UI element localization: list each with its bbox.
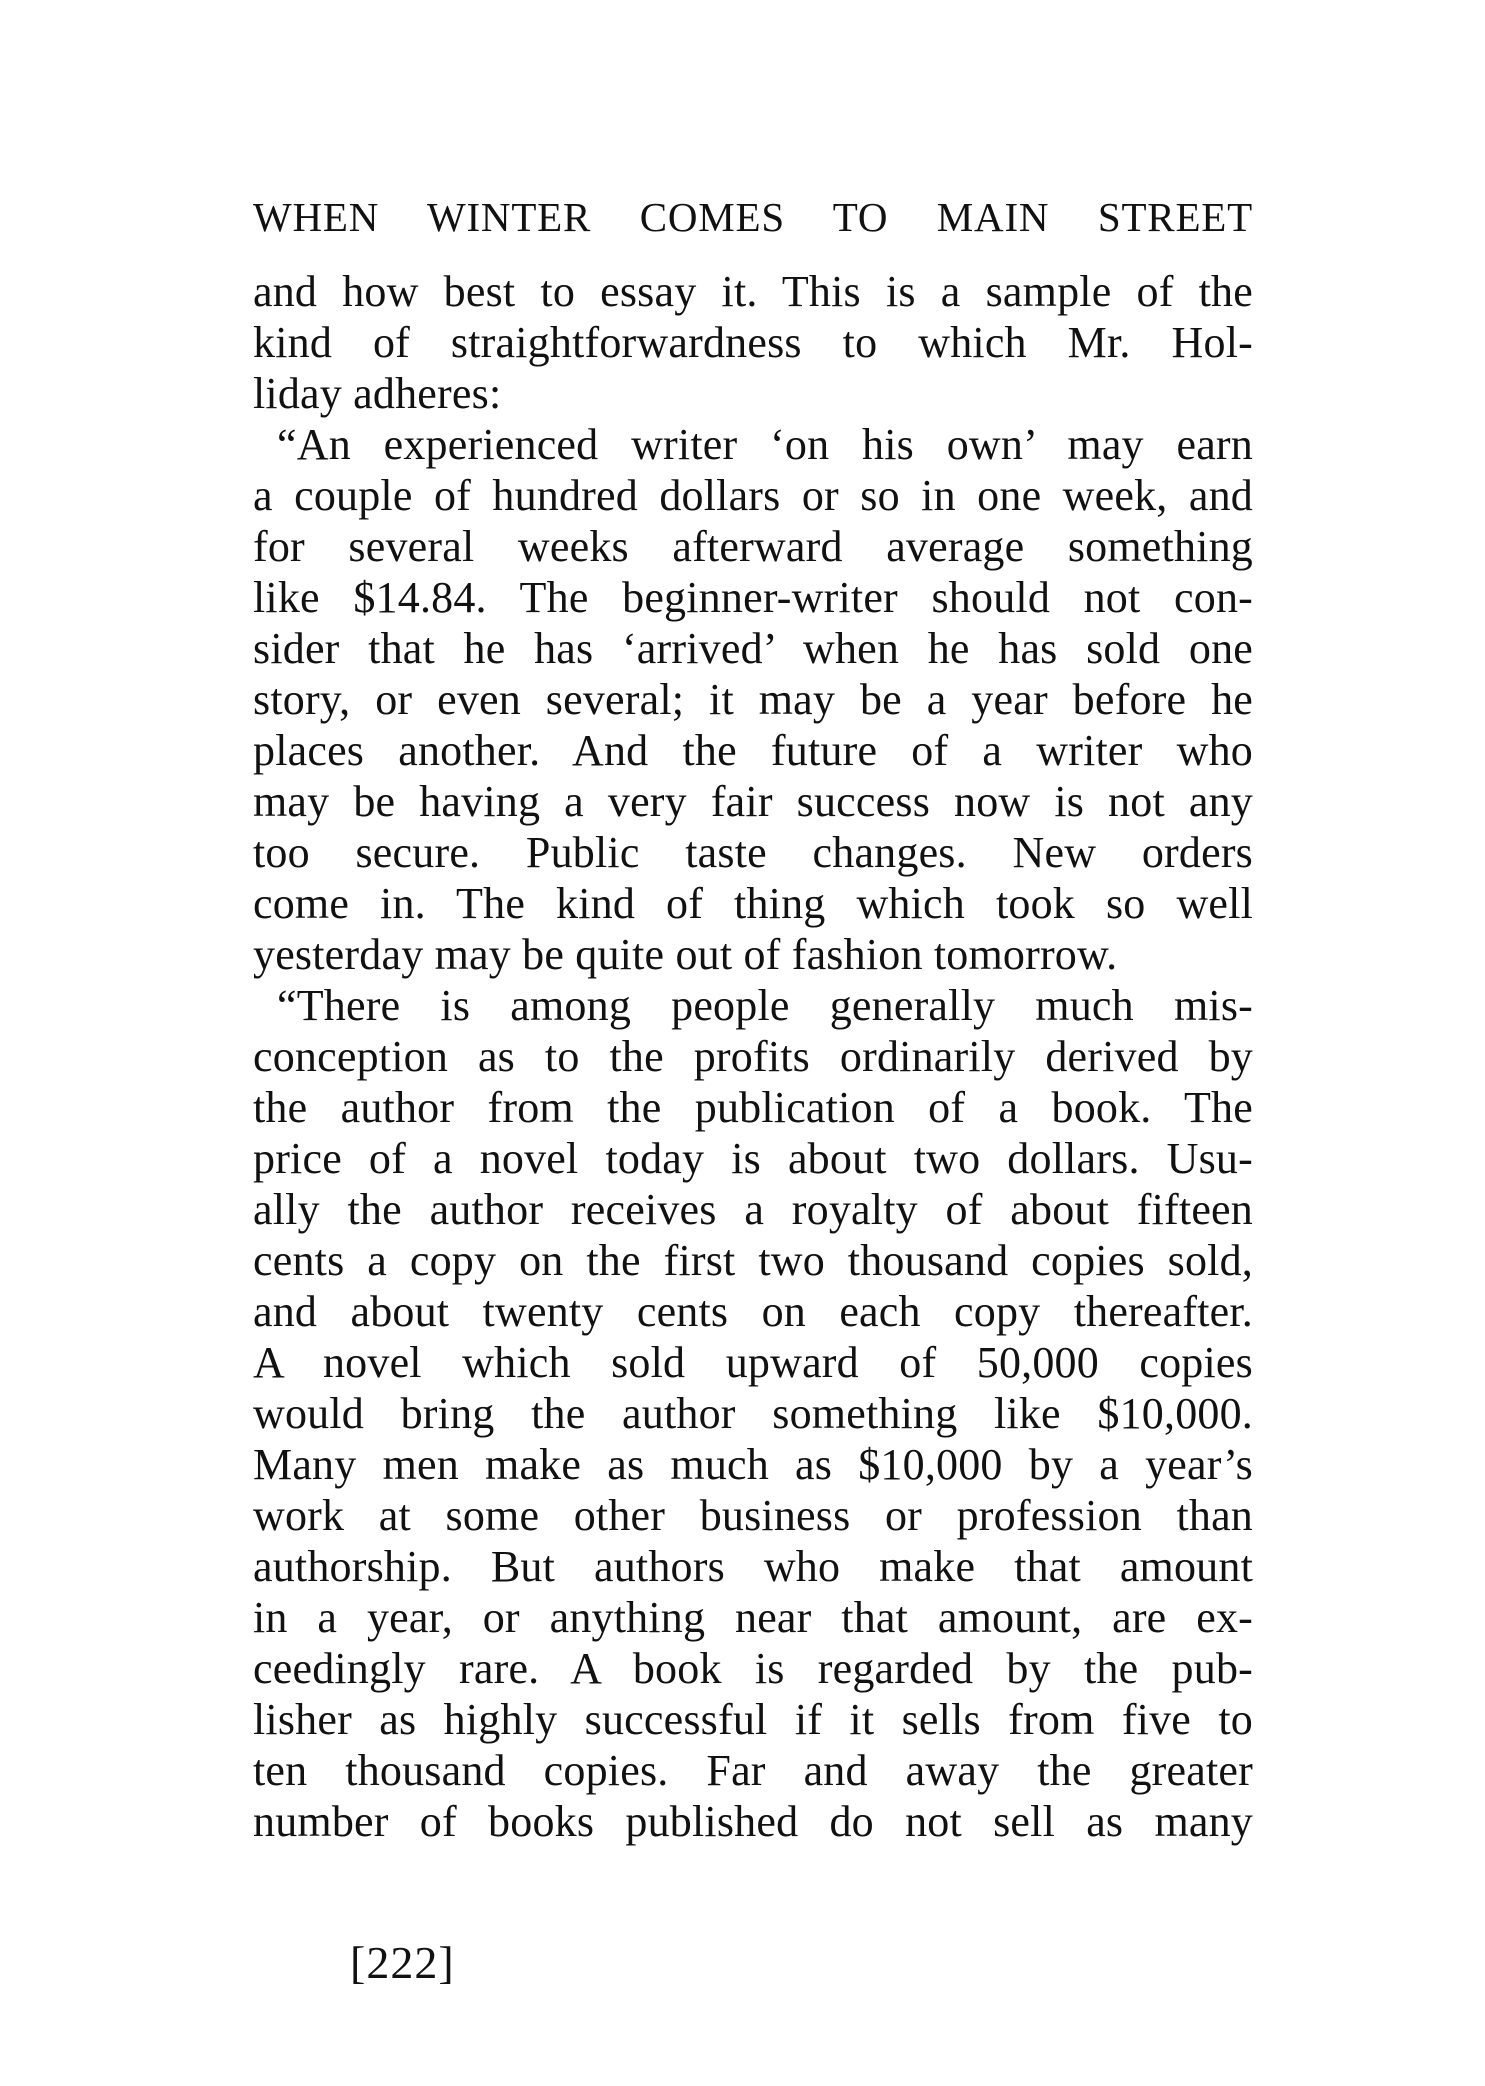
text-line: authorship. But authors who make that amount	[253, 1542, 1253, 1591]
text-line: liday adheres:	[253, 369, 502, 418]
text-line: like $14.84. The beginner-writer should not con-	[253, 573, 1253, 622]
text-line: too secure. Public taste changes. New orders	[253, 828, 1253, 877]
text-line: price of a novel today is about two dollars. Usu-	[253, 1134, 1253, 1183]
text-line: and about twenty cents on each copy thereafter.	[253, 1287, 1253, 1336]
text-line: kind of straightforwardness to which Mr. Hol-	[253, 318, 1253, 367]
text-line: ceedingly rare. A book is regarded by the pub-	[253, 1644, 1253, 1693]
text-line: lisher as highly successful if it sells from five to	[253, 1695, 1253, 1744]
text-line: may be having a very fair success now is not any	[253, 777, 1253, 826]
text-line: story, or even several; it may be a year before he	[253, 675, 1253, 724]
text-line: “An experienced writer ‘on his own’ may earn	[277, 420, 1253, 469]
text-line: “There is among people generally much mis-	[277, 981, 1253, 1030]
text-line: for several weeks afterward average something	[253, 522, 1253, 571]
body-text	[253, 266, 1253, 1847]
text-line: would bring the author something like $10,000.	[253, 1389, 1253, 1438]
text-line: places another. And the future of a writer who	[253, 726, 1253, 775]
text-line: number of books published do not sell as many	[253, 1797, 1253, 1846]
page-number: [222]	[350, 1937, 455, 1988]
text-line: sider that he has ‘arrived’ when he has sold one	[253, 624, 1253, 673]
text-line: yesterday may be quite out of fashion tomorrow.	[253, 930, 1118, 979]
text-line: in a year, or anything near that amount, are ex-	[253, 1593, 1253, 1642]
running-head: WHEN WINTER COMES TO MAIN STREET	[253, 194, 1253, 240]
text-line: conception as to the profits ordinarily derived by	[253, 1032, 1253, 1081]
text-line: and how best to essay it. This is a sample of the	[253, 267, 1253, 316]
text-line: A novel which sold upward of 50,000 copies	[253, 1338, 1253, 1387]
text-line: the author from the publication of a book. The	[253, 1083, 1253, 1132]
text-line: Many men make as much as $10,000 by a year’s	[253, 1440, 1253, 1489]
text-line: ally the author receives a royalty of about fifteen	[253, 1185, 1253, 1234]
text-line: a couple of hundred dollars or so in one week, and	[253, 471, 1253, 520]
text-line: come in. The kind of thing which took so well	[253, 879, 1253, 928]
text-line: cents a copy on the first two thousand copies sold,	[253, 1236, 1253, 1285]
text-line: work at some other business or profession than	[253, 1491, 1253, 1540]
text-line: ten thousand copies. Far and away the greater	[253, 1746, 1253, 1795]
